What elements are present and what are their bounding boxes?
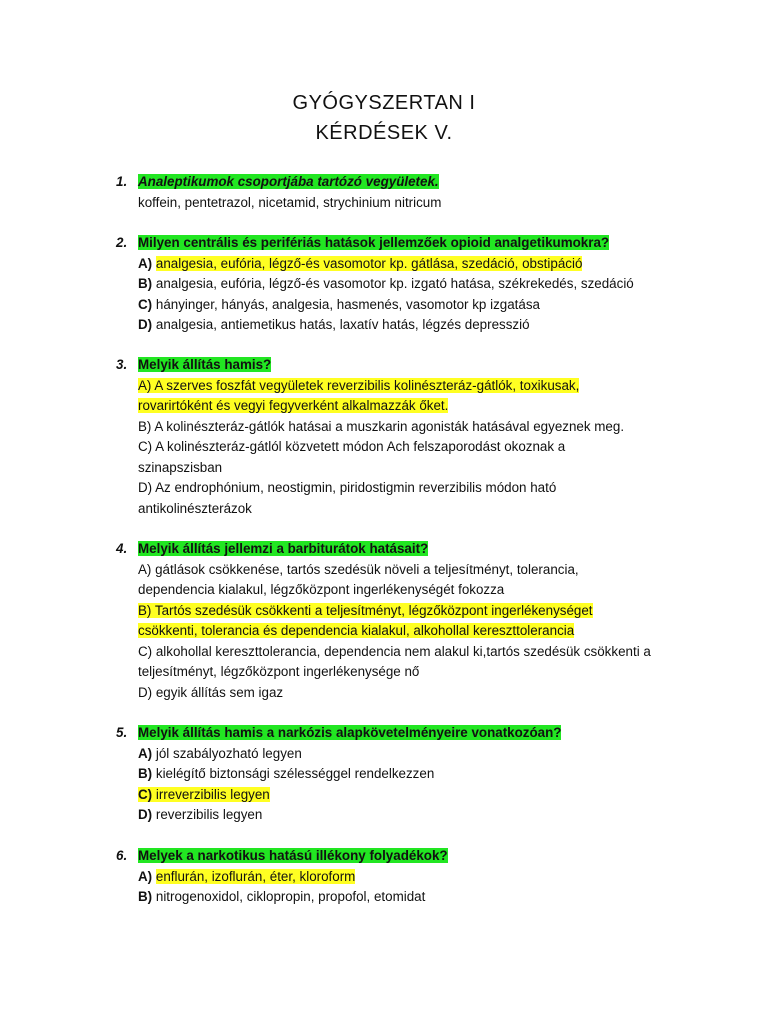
option-line: D) egyik állítás sem igaz xyxy=(138,684,284,700)
question-6-option-a xyxy=(112,867,692,888)
question-2-header xyxy=(112,233,692,254)
question-3-option-d xyxy=(112,478,692,499)
option-text: enflurán, izoflurán, éter, kloroform xyxy=(155,868,356,884)
question-5-header xyxy=(112,723,692,744)
question-1 xyxy=(112,172,692,213)
option-line: B) A kolinészteráz-gátlók hatásai a muszkarin agonisták hatásával egyeznek meg. xyxy=(138,418,625,434)
option-line: antikolinészterázok xyxy=(138,500,252,516)
option-letter: A) xyxy=(138,745,153,761)
question-3-number: 3. xyxy=(116,357,128,372)
question-5-option-d xyxy=(112,805,692,826)
option-letter: D) xyxy=(138,317,153,332)
option-letter: B) xyxy=(138,766,153,781)
option-text: analgesia, antiemetikus hatás, laxatív hatás, légzés depresszió xyxy=(155,317,530,332)
question-4-option-b-cont xyxy=(112,621,692,642)
question-1-header xyxy=(112,172,692,193)
document-title xyxy=(0,88,768,148)
option-line: rovarirtóként és vegyi fegyverként alkalmazzák őket. xyxy=(138,398,449,413)
question-4-text: Melyik állítás jellemzi a barbiturátok hatásait? xyxy=(138,541,429,556)
question-3-text: Melyik állítás hamis? xyxy=(138,357,272,372)
question-1-answer: koffein, pentetrazol, nicetamid, strychinium nitricum xyxy=(138,194,442,210)
question-5-option-b xyxy=(112,764,692,785)
question-3-header xyxy=(112,355,692,376)
question-5-option-a xyxy=(112,744,692,765)
option-line: teljesítményt, légzőközpont ingerlékenysége nő xyxy=(138,664,420,679)
option-line: B) Tartós szedésük csökkenti a teljesítményt, légzőközpont ingerlékenységet xyxy=(138,602,593,618)
option-line: A) gátlások csökkenése, tartós szedésük növeli a teljesítményt, tolerancia, xyxy=(138,561,579,577)
question-4-header xyxy=(112,539,692,560)
question-1-text: Analeptikumok csoportjába tartózó vegyületek. xyxy=(138,174,439,189)
option-letter: C) xyxy=(138,296,153,312)
option-text: nitrogenoxidol, ciklopropin, propofol, etomidat xyxy=(155,889,426,904)
question-4-option-c xyxy=(112,642,692,663)
option-text: irreverzibilis legyen xyxy=(155,786,270,802)
option-letter: D) xyxy=(138,807,153,822)
title-line-2: KÉRDÉSEK V. xyxy=(315,122,453,144)
question-6 xyxy=(112,846,692,908)
question-6-number: 6. xyxy=(116,848,128,863)
question-1-number: 1. xyxy=(116,174,128,189)
option-letter: B) xyxy=(138,889,153,904)
option-letter: C) xyxy=(138,786,153,802)
question-3-option-c-cont xyxy=(112,458,692,479)
question-2-text: Milyen centrális és perifériás hatások jellemzőek opioid analgetikumokra? xyxy=(138,235,610,250)
question-5-number: 5. xyxy=(116,725,128,740)
question-3-option-d-cont xyxy=(112,499,692,520)
option-text: analgesia, eufória, légző-és vasomotor kp. gátlása, szedáció, obstipáció xyxy=(155,255,583,271)
question-5 xyxy=(112,723,692,826)
question-6-text: Melyek a narkotikus hatású illékony folyadékok? xyxy=(138,848,448,863)
question-4-option-b xyxy=(112,601,692,622)
option-letter: B) xyxy=(138,276,153,291)
option-text: jól szabályozható legyen xyxy=(155,745,302,761)
option-text: reverzibilis legyen xyxy=(155,807,263,822)
question-4-option-a-cont xyxy=(112,580,692,601)
question-2 xyxy=(112,233,692,336)
question-2-option-c xyxy=(112,295,692,316)
question-3-option-a xyxy=(112,376,692,397)
option-line: A) A szerves foszfát vegyületek reverzibilis kolinészteráz-gátlók, toxikusak, xyxy=(138,377,580,393)
option-text: analgesia, eufória, légző-és vasomotor kp. izgató hatása, székrekedés, szedáció xyxy=(155,276,634,291)
question-2-option-d xyxy=(112,315,692,336)
option-line: szinapszisban xyxy=(138,459,223,475)
question-3-option-c xyxy=(112,437,692,458)
option-line: csökkenti, tolerancia és dependencia kialakul, alkohollal kereszttolerancia xyxy=(138,623,575,638)
question-2-number: 2. xyxy=(116,235,128,250)
option-line: C) A kolinészteráz-gátlól közvetett módon Ach felszaporodást okoznak a xyxy=(138,439,566,454)
question-6-option-b xyxy=(112,887,692,908)
question-2-option-b xyxy=(112,274,692,295)
option-text: hányinger, hányás, analgesia, hasmenés, vasomotor kp izgatása xyxy=(155,296,540,312)
question-4-option-a xyxy=(112,560,692,581)
question-5-option-c xyxy=(112,785,692,806)
option-line: dependencia kialakul, légzőközpont ingerlékenységét fokozza xyxy=(138,582,505,597)
question-3-option-b xyxy=(112,417,692,438)
option-text: kielégítő biztonsági szélességgel rendelkezzen xyxy=(155,766,435,781)
question-4-option-c-cont xyxy=(112,662,692,683)
question-4-number: 4. xyxy=(116,541,128,556)
question-2-option-a xyxy=(112,254,692,275)
question-4-option-d xyxy=(112,683,692,704)
option-line: D) Az endrophónium, neostigmin, piridostigmin reverzibilis módon ható xyxy=(138,480,557,495)
title-line-1: GYÓGYSZERTAN I xyxy=(292,92,476,114)
question-6-header xyxy=(112,846,692,867)
question-5-text: Melyik állítás hamis a narkózis alapkövetelményeire vonatkozóan? xyxy=(138,725,562,740)
option-letter: A) xyxy=(138,868,153,884)
question-4 xyxy=(112,539,692,703)
question-3-option-a-cont xyxy=(112,396,692,417)
option-line: C) alkohollal kereszttolerancia, dependencia nem alakul ki,tartós szedésük csökkenti a xyxy=(138,643,651,659)
option-letter: A) xyxy=(138,255,153,271)
question-3 xyxy=(112,355,692,519)
